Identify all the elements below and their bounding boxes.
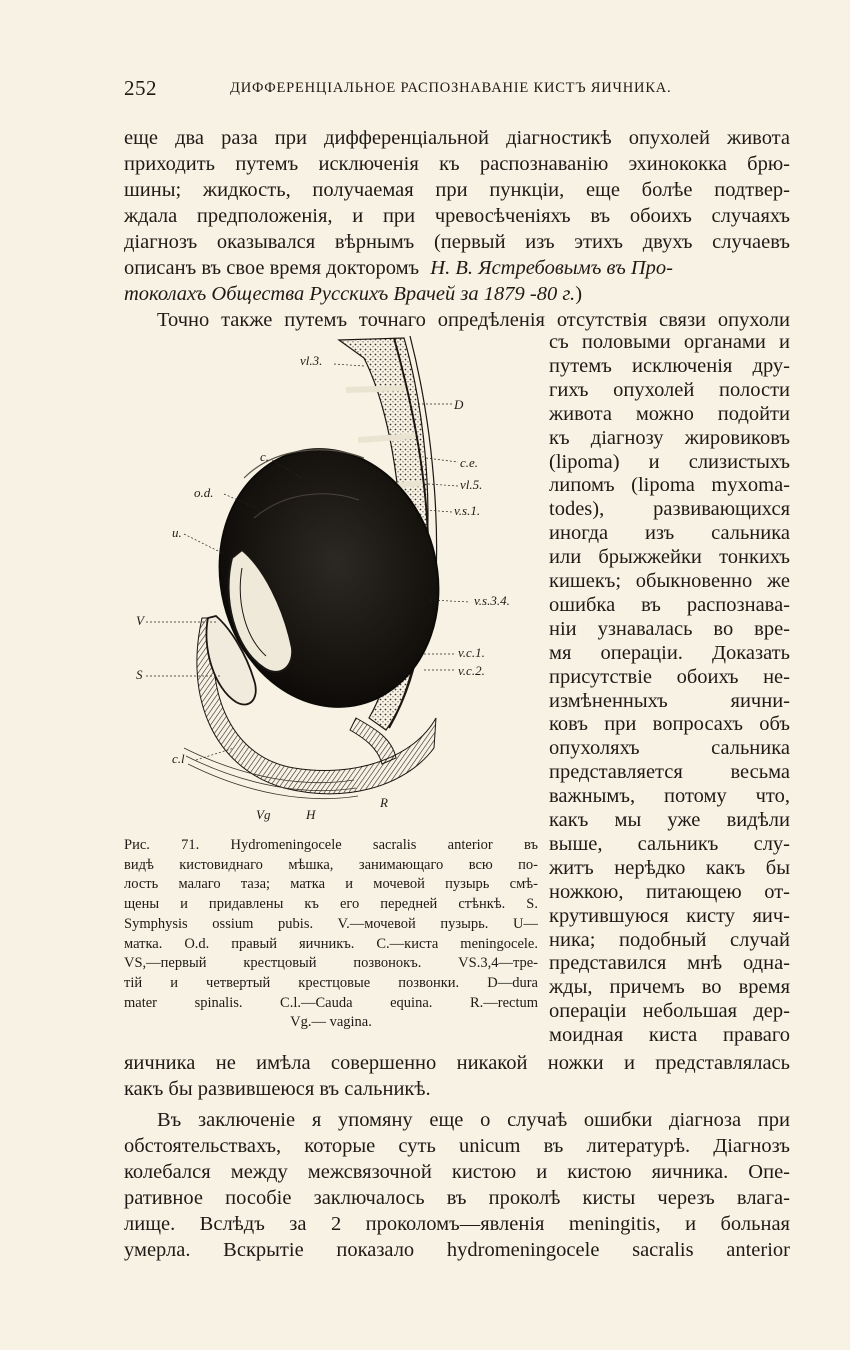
side-text-line: представляется весьма [549,761,790,784]
text-line: умерла. Вскрытіе показало hydromeningocele sacralis anterior [124,1239,790,1261]
side-text-line: гихъ опухолей полости [549,378,790,401]
side-text-line: живота можно подойти [549,402,790,425]
caption-line: тій и четвертый крестцовые позвонки. D—dura [124,974,538,991]
side-text-line: ошибка въ распознава- [549,593,790,616]
caption-line: Vg.— vagina. [290,1014,372,1031]
figure-label: u. [172,525,182,540]
figure-label: v.c.2. [458,663,485,678]
side-text-line: моидная киста праваго [549,1024,790,1047]
caption-line: лость малаго таза; матка и мочевой пузырь смѣ- [124,876,538,893]
side-text-line: ножкою, питающею от- [549,880,790,903]
side-text-line: важнымъ, потому что, [549,785,790,808]
caption-line: щены и придавлены къ его передней стѣнкѣ. S. [124,896,538,913]
side-text-line: жды, причемъ во время [549,976,790,999]
text-line: обстоятельствахъ, которые суть unicum въ литературѣ. Діагнозъ [124,1135,790,1157]
side-text-line: къ діагнозу жировиковъ [549,426,790,449]
text-line: приходить путемъ исключенія къ распознаванію эхинококка брю- [124,153,790,175]
side-text-line: опухоляхъ сальника [549,737,790,760]
side-text-line: (lipoma) и слизистыхъ [549,450,790,473]
running-title: ДИФФЕРЕНЦІАЛЬНОЕ РАСПОЗНАВАНІЕ КИСТЪ ЯИЧНИКА. [230,80,672,96]
caption-line: Рис. 71. Hydromeningocele sacralis anterior въ [124,837,538,853]
page-header [124,72,789,102]
closing-paren: ) [575,283,583,305]
figure-label: R [380,795,388,810]
side-text-line: измѣненныхъ яични- [549,689,790,712]
side-text-line: или брыжжейки тонкихъ [549,546,790,569]
text-line: яичника не имѣла совершенно никакой ножки и представлялась [124,1052,790,1074]
text-line: еще два раза при дифференціальной діагностикѣ опухолей живота [124,127,790,149]
figure-label: c.l [172,751,185,766]
side-text-line: выше, сальникъ слу- [549,832,790,855]
page-number: 252 [124,76,157,100]
side-text-line: кишекъ; обыкновенно же [549,570,790,592]
text-line: какъ бы развившеюся въ сальникѣ. [124,1078,431,1100]
figure-label: c. [260,449,270,464]
source-title: токолахъ Общества Русскихъ Врачей за 1879 -80 г. [124,283,576,305]
anatomical-figure [124,318,542,828]
figure-label: D [454,397,464,412]
figure-label: Vg [256,807,271,822]
text-fragment: описанъ въ свое время докторомъ [124,257,420,279]
figure-label: o.d. [194,485,214,500]
caption-line: VS,—первый крестцовый позвонокъ. VS.3,4—тре- [124,955,538,972]
side-text-line: todes), развивающихся [549,498,790,521]
figure-label: V [136,613,144,628]
text-line: лище. Вслѣдъ за 2 проколомъ—явленія meningitis, и больная [124,1213,790,1235]
side-text-line: крутившуюся кисту яич- [549,904,790,927]
figure-label: H [306,807,316,822]
side-text-line: житъ нерѣдко какъ бы [549,856,790,879]
figure-label: S [136,667,143,682]
figure-caption [124,836,538,1033]
text-line: шины; жидкость, получаемая при пункціи, еще болѣе подтвер- [124,179,790,201]
text-line: колебался между межсвязочной кистою и кистою яичника. Опе- [124,1161,790,1183]
side-text-line: ковъ при вопросахъ объ [549,713,790,736]
text-line: діагнозъ оказывался вѣрнымъ (первый изъ этихъ двухъ случаевъ [124,231,790,253]
paragraph-first-line: Точно также путемъ точнаго опредѣленія отсутствія связи опухоли [157,309,790,331]
side-text-line: какъ мы уже видѣли [549,809,790,831]
text-line [124,256,790,280]
author-name: Н. В. Ястребовымъ въ Про- [430,257,673,279]
figure-label: v.s.1. [454,503,481,518]
side-text-line: мя операціи. Доказать [549,641,790,664]
caption-line: Symphysis ossium pubis. V.—мочевой пузырь. U— [124,915,538,932]
side-text-line: иногда изъ сальника [549,522,790,545]
figure-label: v.s.3.4. [474,593,510,608]
text-line: ждала предположенія, и при чревосѣченіяхъ въ обоихъ случаяхъ [124,205,790,227]
figure-label: c.e. [460,455,479,470]
text-line: ративное пособіе заключалось въ проколѣ кисты черезъ влага- [124,1187,790,1209]
side-text-line: ніи узнавалась во вре- [549,617,790,640]
caption-line: mater spinalis. C.l.—Cauda equina. R.—rectum [124,994,538,1011]
paragraph-first-line: Въ заключеніе я упомяну еще о случаѣ ошибки діагноза при [157,1109,790,1131]
caption-line: матка. O.d. правый яичникъ. C.—киста meningocele. [124,935,538,952]
pelvis-illustration [124,318,542,828]
side-text-line: представился мнѣ одна- [549,952,790,975]
figure-label: vl.5. [460,477,483,492]
side-text-line: путемъ исключенія дру- [549,354,790,377]
side-text-line: съ половыми органами и [549,331,790,353]
caption-line: видѣ кистовиднаго мѣшка, занимающаго всю по- [124,856,538,873]
figure-label: v.c.1. [458,645,485,660]
side-text-line: операціи небольшая дер- [549,1000,790,1023]
side-text-line: присутствіе обоихъ не- [549,665,790,688]
side-text-line: липомъ (lipoma myxoma- [549,474,790,497]
text-line [124,282,790,306]
side-text-line: ника; подобный случай [549,928,790,951]
figure-label: vl.3. [300,353,323,368]
